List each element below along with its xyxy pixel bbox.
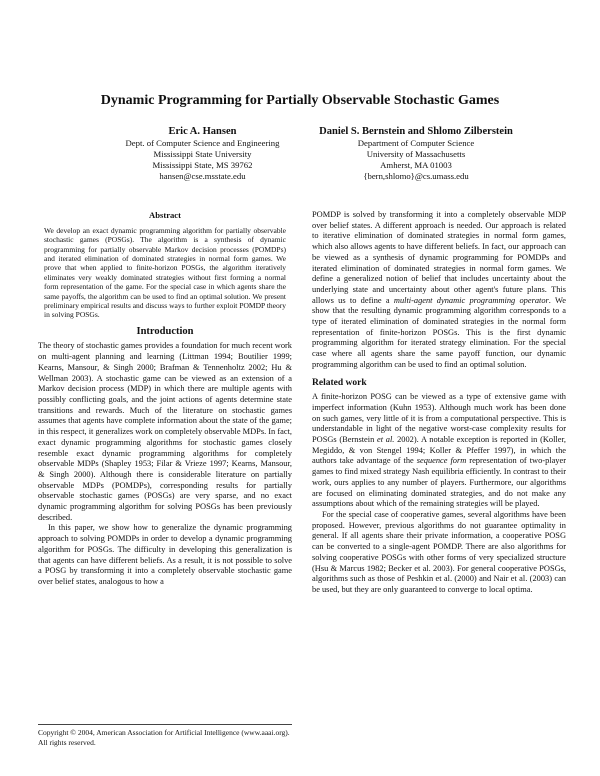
abstract-text: We develop an exact dynamic programming algorithm for partially observable stochastic games (POSGs). The algorithm is a synthesis of dynamic programming for partially observable Markov decision processes (POMDPs) and iterated elimination of dominated strategies in normal form games. We prove that when applied to finite-horizon POSGs, the algorithm iteratively eliminates very weakly dominated strategies without first forming a normal form representation of the game. For the special case in which agents share the same payoffs, the algorithm can be used to find an optimal solution. We present preliminary empirical results and discuss ways to further exploit POMDP theory in solving POSGs. [44,225,286,320]
related-work-paragraph [312,392,566,510]
author-affiliation-line: Mississippi State, MS 39762 [152,160,253,170]
emphasis-text: sequence form [416,456,467,466]
author-name: Eric A. Hansen [168,126,237,137]
author-affiliation-line: Amherst, MA 01003 [380,160,452,170]
paper-title: Dynamic Programming for Partially Observable Stochastic Games [100,93,500,108]
author-affiliation-line: Dept. of Computer Science and Engineering [125,138,280,148]
emphasis-text: et al. [377,435,395,445]
right-column [312,210,566,596]
intro-paragraph: In this paper, we show how to generalize the dynamic programming approach to solving POMDPs in order to develop a dynamic programming algorithm for POSGs. The difficulty in developing this generalization is that agents can have different beliefs. As a result, it is not possible to solve a POSG by transforming it into a completely observable stochastic game over belief states, analogous to how a [38,523,292,586]
emphasis-text: multi-agent dynamic programming operator [393,295,549,305]
author-email: {bern,shlomo}@cs.umass.edu [363,171,469,181]
text-run: . We show that the resulting dynamic programming algorithm corresponds to a type of iterated elimination of dominated strategies in the normal form representation of finite-horizon POSGs. This is the first dynamic programming algorithm for iterated strategy elimination. For the special case where all agents share the same payoff function, our dynamic programming algorithm can be used to find an optimal solution. [312,295,566,369]
intro-paragraph: The theory of stochastic games provides a foundation for much recent work on multi-agent planning and learning (Littman 1994; Boutilier 1999; Kearns, Mansour, & Singh 2000; Brafman & Tennenholtz 2002; Hu & Wellman 2003). A stochastic game can be viewed as an extension of a Markov decision process (MDP) in which there are multiple agents with possibly conflicting goals, and the joint actions of agents determine state transitions and rewards. Much of the literature on stochastic games assumes that agents have complete information about the state of the game; in this respect, it generalizes work on completely observable MDPs. In fact, exact dynamic programming algorithms for stochastic games closely resemble exact dynamic programming algorithms for completely observable MDPs (Shapley 1953; Filar & Vrieze 1997; Kearns, Mansour, & Singh 2000). Although there is considerable literature on partially observable MDPs (POMDPs), corresponding results for partially observable stochastic games (POSGs) are very sparse, and no exact dynamic programming algorithm for solving POSGs has been previously described. [38,341,292,522]
copyright-footnote: Copyright © 2004, American Association for Artificial Intelligence (www.aaai.org). All rights reserved. [38,724,292,747]
author-block-bernstein-zilberstein [282,125,550,182]
introduction-heading: Introduction [136,325,194,337]
text-run: representation of two-player games to find mixed strategy Nash equilibria efficiently. In contrast to their work, ours applies to any number of players. Furthermore, our algorithms are focused on eliminating dominated strategies, and do not make any assumptions about which of the remaining strategies will be played. [312,456,566,509]
text-run: A finite-horizon POSG can be viewed as a type of extensive game with imperfect information (Kuhn 1953). Although much work has been done on such games, very little of it is from a computational perspective. This is understandable in light of the negative worst-case complexity results for POSGs (Bernstein [312,392,566,445]
author-email: hansen@cse.msstate.edu [159,171,246,181]
author-name: Daniel S. Bernstein and Shlomo Zilberstein [319,126,513,137]
text-run: 2002). A notable exception is reported in (Koller, Megiddo, & von Stengel 1994; Koller & Pfeffer 1997), in which the authors take advantage of the [312,435,567,466]
author-affiliation-line: Department of Computer Science [357,138,475,148]
author-affiliation-line: University of Massachusetts [366,149,466,159]
intro-paragraph-continued [312,210,566,371]
text-run: POMDP is solved by transforming it into a completely observable MDP over belief states. A different approach is needed. Our approach is related to iterative elimination of dominated strategies in normal form games, which also allows agents to have different beliefs. In fact, our approach can be viewed as a synthesis of dynamic programming for POMDPs and iterated elimination of dominated strategies in normal form games. We define a generalized notion of belief that includes uncertainty about the underlying state and uncertainty about other agent's future plans. This allows us to define a [312,210,566,305]
related-work-heading: Related work [312,377,367,388]
abstract-heading: Abstract [149,210,181,220]
related-work-paragraph: For the special case of cooperative games, several algorithms have been proposed. However, previous algorithms do not guarantee optimality in general. If all agents share their private information, a cooperative POSG can be converted to a single-agent POMDP. There are also algorithms for solving cooperative POSGs with other forms of very specialized structure (Hsu & Marcus 1982; Becker et al. 2003). For general cooperative POSGs, algorithms such as those of Peshkin et al. (2000) and Nair et al. (2003) can be used, but they are only guaranteed to converge to local optima. [312,509,566,594]
author-affiliation-line: Mississippi State University [153,149,252,159]
left-column [38,210,292,588]
